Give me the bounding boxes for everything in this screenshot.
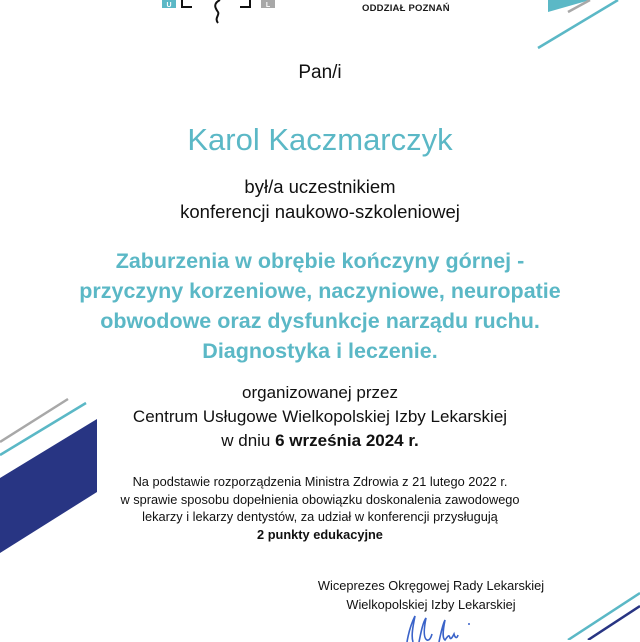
date-prefix: w dniu xyxy=(221,431,271,450)
event-date: 6 września 2024 r. xyxy=(275,431,419,450)
legal-line: Na podstawie rozporządzenia Ministra Zdrowia z 21 lutego 2022 r. xyxy=(132,474,508,489)
participant-line-1: był/a uczestnikiem xyxy=(244,176,396,197)
organized-by-label: organizowanej przez xyxy=(242,383,398,402)
logo-left-bracket xyxy=(182,0,192,7)
organizer-block xyxy=(0,381,640,453)
recipient-name: Karol Kaczmarczyk xyxy=(187,122,453,157)
svg-text:U: U xyxy=(166,2,172,9)
legal-line: w sprawie sposobu dopełnienia obowiązku doskonalenia zawodowego xyxy=(120,491,520,507)
conference-title-line: Diagnostyka i leczenie. xyxy=(202,339,438,363)
handwritten-signature xyxy=(395,612,495,642)
conference-title-line: Zaburzenia w obrębie kończyny górnej - xyxy=(115,249,525,273)
top-right-gray-stripe xyxy=(568,0,590,12)
top-right-teal-triangle xyxy=(548,0,590,12)
signatory-title xyxy=(300,576,562,614)
conference-title xyxy=(0,246,640,366)
legal-basis xyxy=(0,473,640,543)
participation-statement xyxy=(0,174,640,224)
svg-text:L: L xyxy=(265,2,271,9)
event-date-line xyxy=(0,429,640,453)
branch-label: ODDZIAŁ POZNAŃ xyxy=(362,3,450,14)
bottom-right-navy-stripe xyxy=(588,606,640,640)
top-right-teal-stripe xyxy=(538,0,618,48)
logo-right-bracket xyxy=(240,0,250,7)
organizer-name: Centrum Usługowe Wielkopolskiej Izby Lekarskiej xyxy=(132,407,508,426)
conference-title-line: przyczyny korzeniowe, naczyniowe, neuropatie xyxy=(79,279,561,303)
signatory-line-2: Wielkopolskiej Izby Lekarskiej xyxy=(346,597,516,612)
education-points: 2 punkty edukacyjne xyxy=(257,526,383,542)
participant-line-2: konferencji naukowo-szkoleniowej xyxy=(180,201,460,222)
signatory-line-1: Wiceprezes Okręgowej Rady Lekarskiej xyxy=(317,578,545,593)
legal-line: lekarzy i lekarzy dentystów, za udział w konferencji przysługują xyxy=(142,509,498,524)
chamber-logo xyxy=(162,0,282,24)
conference-title-line: obwodowe oraz dysfunkcje narządu ruchu. xyxy=(100,309,540,333)
bottom-right-teal-stripe xyxy=(568,593,640,640)
salutation: Pan/i xyxy=(298,62,342,83)
logo-snake-icon xyxy=(215,0,220,23)
